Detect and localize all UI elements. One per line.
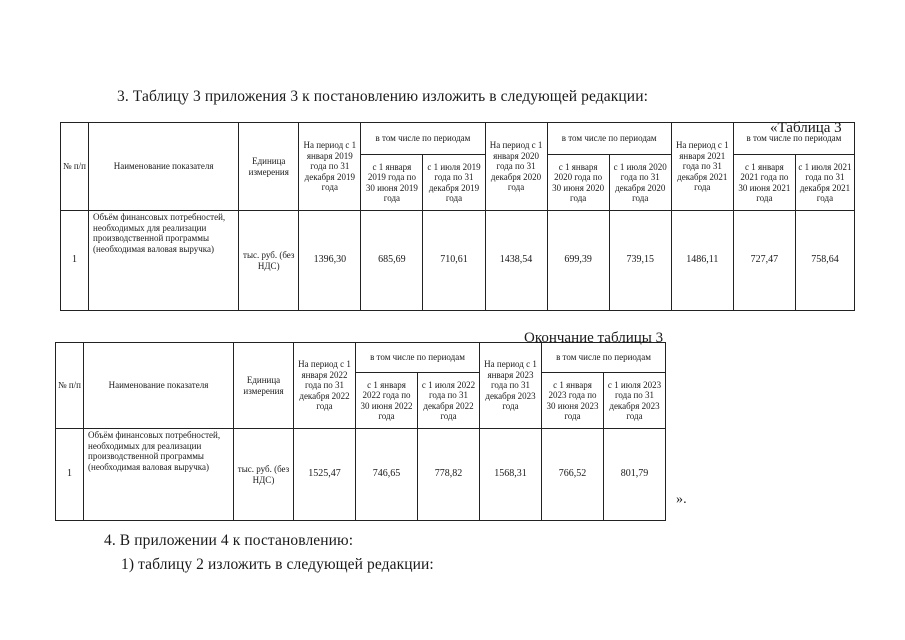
- table2: [55, 342, 666, 521]
- table1-row-unit: тыс. руб. (без НДС): [239, 211, 299, 311]
- table1-header-total-2019: На период с 1 января 2019 года по 31 декабря 2019 года: [299, 123, 361, 211]
- table1-value: 1438,54: [485, 211, 547, 311]
- table2-row-num: 1: [56, 429, 84, 521]
- table2-header-h1-2022: с 1 января 2022 года по 30 июня 2022 года: [356, 373, 418, 429]
- table1-header-h1-2021: с 1 января 2021 года по 30 июня 2021 года: [733, 155, 795, 211]
- table1-value: 758,64: [795, 211, 854, 311]
- table-row: [61, 211, 855, 311]
- table2-header-h1-2023: с 1 января 2023 года по 30 июня 2023 года: [542, 373, 604, 429]
- table1-header-h1-2020: с 1 января 2020 года по 30 июня 2020 года: [547, 155, 609, 211]
- item-4: 4. В приложении 4 к постановлению:: [104, 532, 354, 549]
- table2-header-name: Наименование показателя: [84, 343, 234, 429]
- table2-value: 746,65: [356, 429, 418, 521]
- table1-header-total-2021: На период с 1 января 2021 года по 31 декабря 2021 года: [671, 123, 733, 211]
- table2-header-total-2023: На период с 1 января 2023 года по 31 декабря 2023 года: [480, 343, 542, 429]
- table2-value: 778,82: [418, 429, 480, 521]
- table1-header-group-2019: в том числе по периодам: [361, 123, 485, 155]
- table1: [60, 122, 855, 311]
- table1-header-h2-2021: с 1 июля 2021 года по 31 декабря 2021 года: [795, 155, 854, 211]
- table1-value: 685,69: [361, 211, 423, 311]
- table2-row-name: Объём финансовых потребностей, необходимых для реализации производственной программы (необходимая валовая выручка): [84, 429, 234, 521]
- table1-value: 1396,30: [299, 211, 361, 311]
- table1-row-name: Объём финансовых потребностей, необходимых для реализации производственной программы (необходимая валовая выручка): [89, 211, 239, 311]
- table1-header-group-2020: в том числе по периодам: [547, 123, 671, 155]
- table2-row-unit: тыс. руб. (без НДС): [234, 429, 294, 521]
- table1-header-h2-2020: с 1 июля 2020 года по 31 декабря 2020 года: [609, 155, 671, 211]
- table2-header-h2-2023: с 1 июля 2023 года по 31 декабря 2023 года: [604, 373, 666, 429]
- table2-value: 801,79: [604, 429, 666, 521]
- closing-quote: ».: [676, 492, 687, 507]
- table1-value: 739,15: [609, 211, 671, 311]
- table2-header-total-2022: На период с 1 января 2022 года по 31 декабря 2022 года: [294, 343, 356, 429]
- table1-value: 1486,11: [671, 211, 733, 311]
- table1-header-total-2020: На период с 1 января 2020 года по 31 декабря 2020 года: [485, 123, 547, 211]
- table2-header-unit: Единица измерения: [234, 343, 294, 429]
- table2-value: 766,52: [542, 429, 604, 521]
- item-4-1: 1) таблицу 2 изложить в следующей редакции:: [121, 556, 434, 573]
- table1-value: 699,39: [547, 211, 609, 311]
- section-heading: 3. Таблицу 3 приложения 3 к постановлению изложить в следующей редакции:: [117, 88, 648, 105]
- table2-value: 1568,31: [480, 429, 542, 521]
- table1-row-num: 1: [61, 211, 89, 311]
- table1-header-h1-2019: с 1 января 2019 года по 30 июня 2019 года: [361, 155, 423, 211]
- table1-caption: «Таблица 3: [770, 120, 842, 136]
- table2-value: 1525,47: [294, 429, 356, 521]
- table2-caption: Окончание таблицы 3: [524, 330, 664, 346]
- table1-value: 727,47: [733, 211, 795, 311]
- table1-header-num: № п/п: [61, 123, 89, 211]
- table2-header-num: № п/п: [56, 343, 84, 429]
- table2-header-group-2022: в том числе по периодам: [356, 343, 480, 373]
- table2-header-group-2023: в том числе по периодам: [542, 343, 666, 373]
- table1-value: 710,61: [423, 211, 485, 311]
- table1-header-name: Наименование показателя: [89, 123, 239, 211]
- table2-header-h2-2022: с 1 июля 2022 года по 31 декабря 2022 года: [418, 373, 480, 429]
- table-row: [56, 429, 666, 521]
- table1-header-h2-2019: с 1 июля 2019 года по 31 декабря 2019 года: [423, 155, 485, 211]
- table1-header-unit: Единица измерения: [239, 123, 299, 211]
- table1-header-group-2021: в том числе по периодам: [733, 123, 854, 155]
